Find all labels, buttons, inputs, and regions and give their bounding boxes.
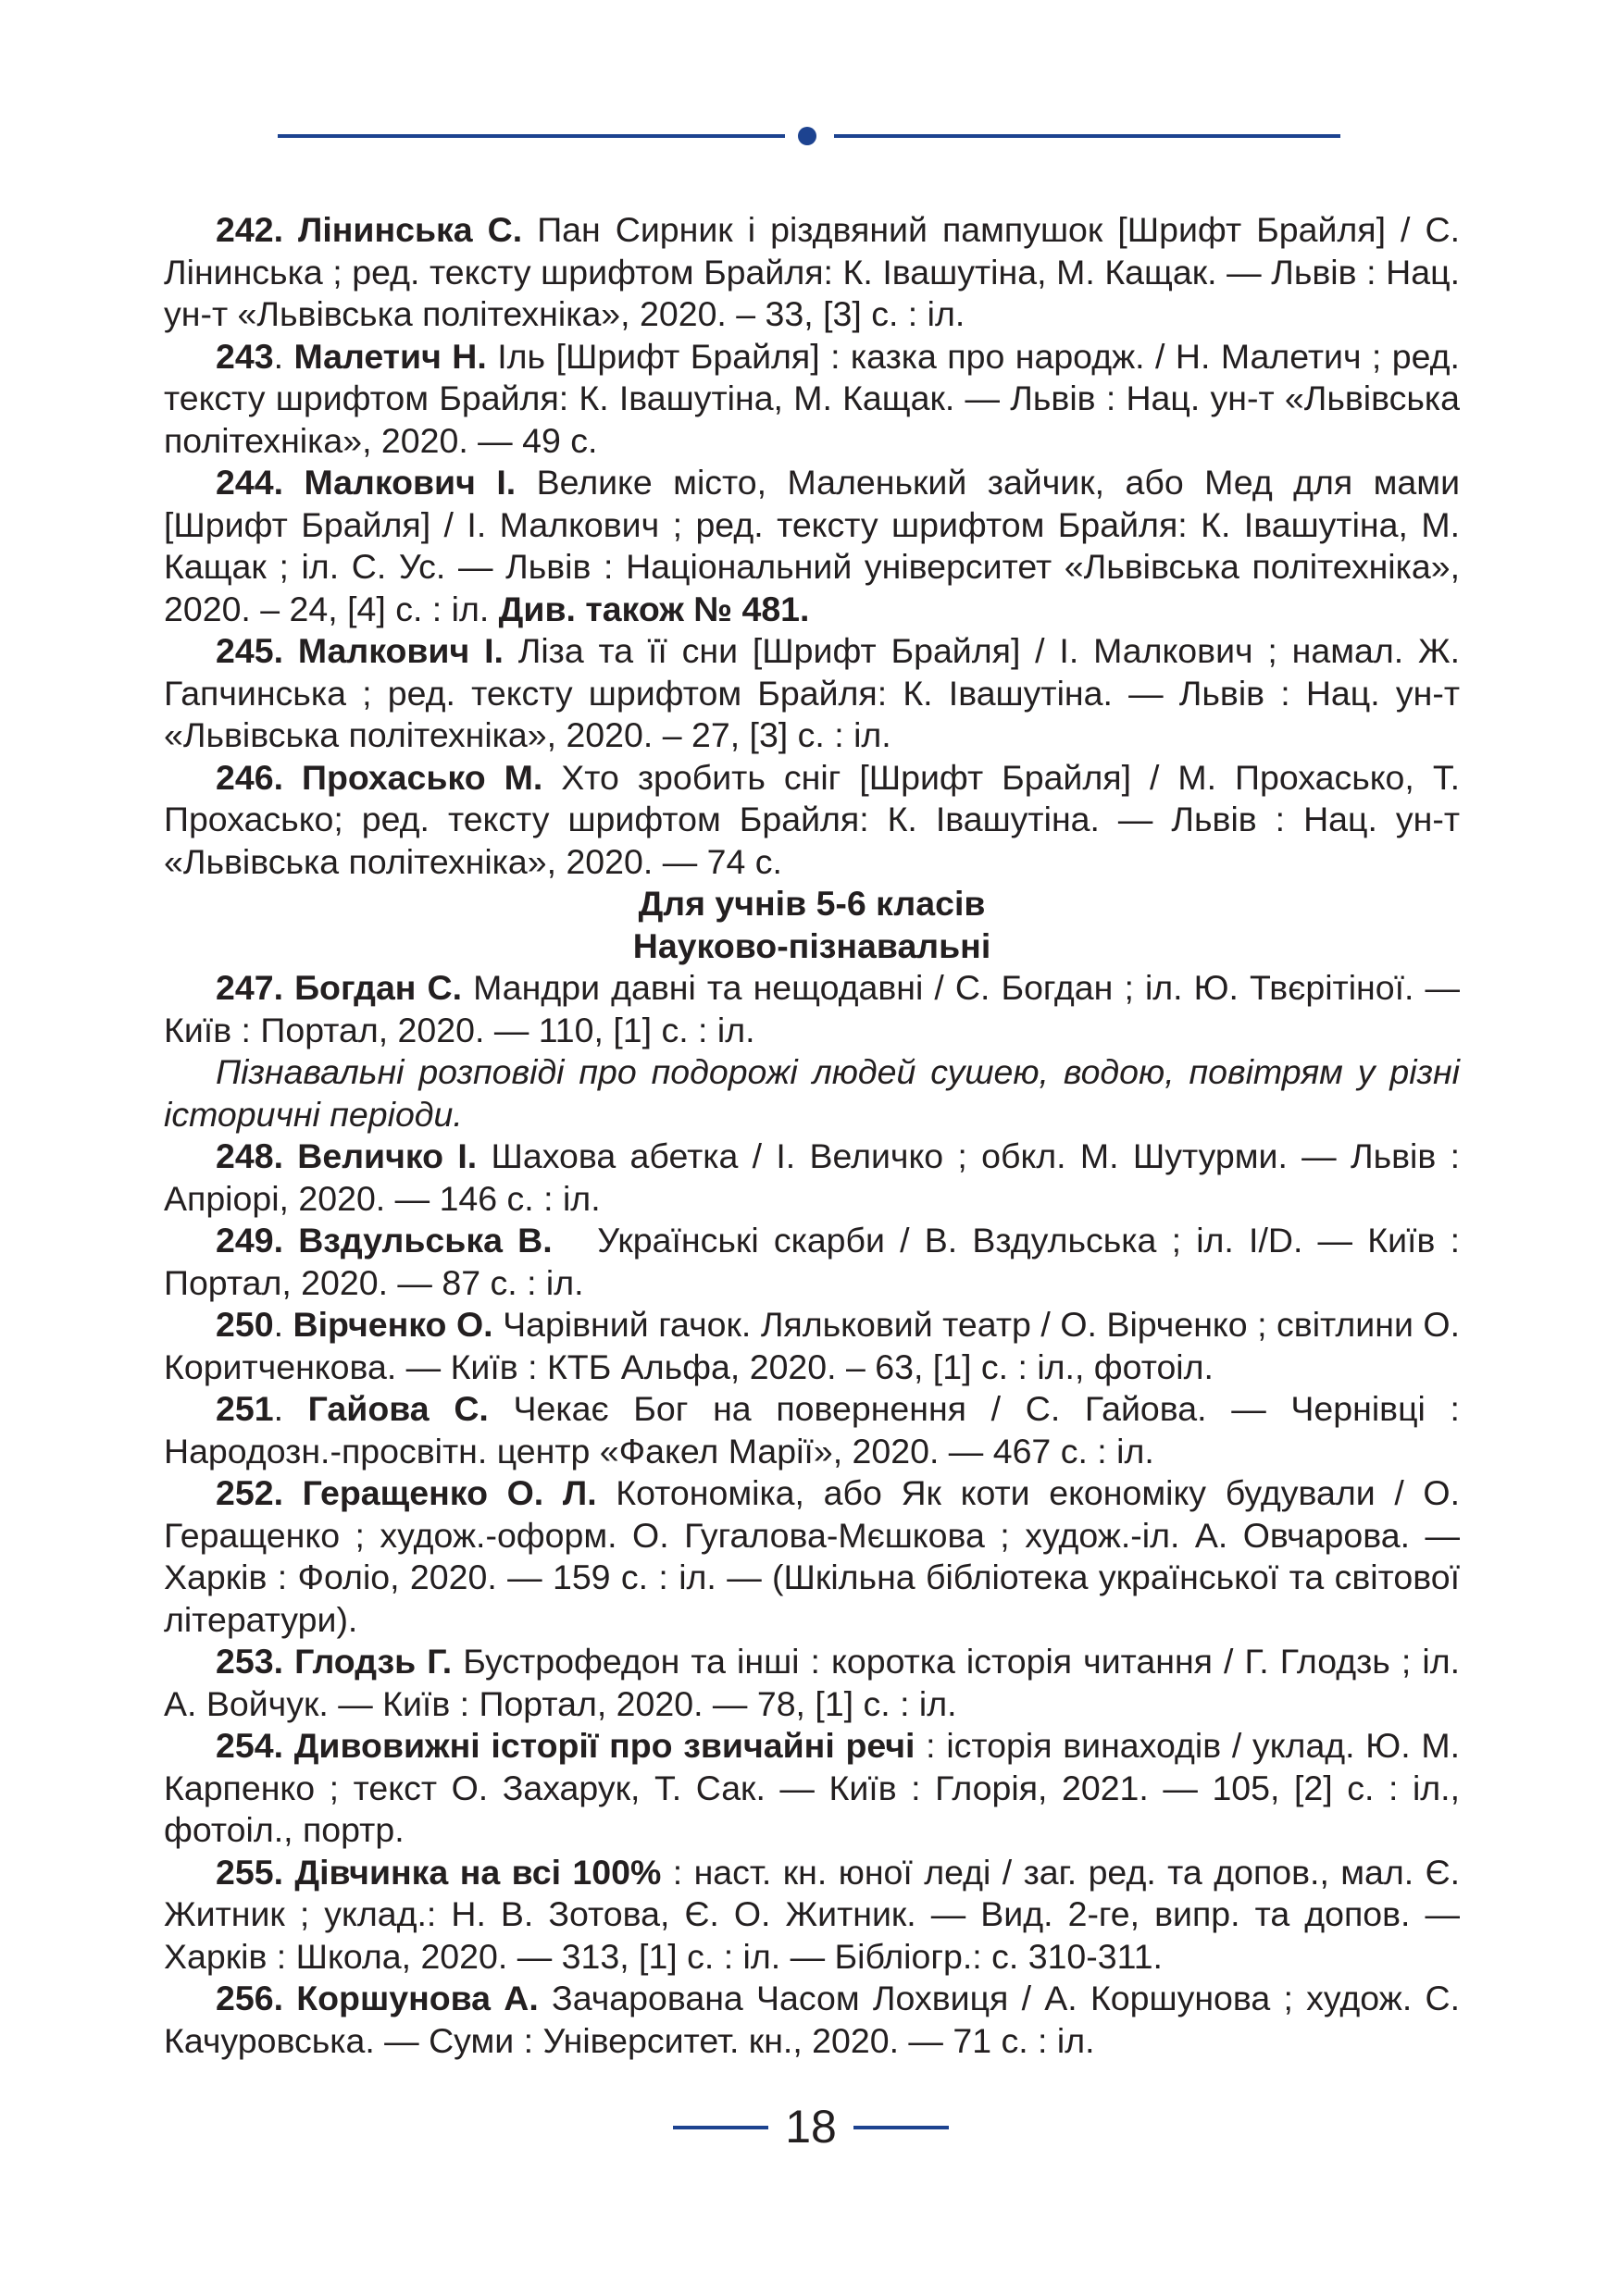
- entry-number: 243: [216, 336, 274, 376]
- entry-text: Бустрофедон та інші : коротка історія читання / Г. Глодзь ; іл. А. Войчук. — Київ : Портал, 2020. — 78, [1] с. : іл.: [164, 1642, 1460, 1723]
- entry-252: [164, 1472, 1460, 1641]
- entry-250: 250. Вірченко О. Чарівний гачок. Ляльковий театр / О. Вірченко ; світлини О. Коритченкова. — Київ : КТБ Альфа, 2020. – 63, [1] с. : іл., фотоіл.: [164, 1305, 1461, 1386]
- entry-number: 244.: [216, 463, 283, 502]
- entry-number: 250: [216, 1305, 274, 1344]
- entry-author: Прохасько М.: [301, 757, 543, 797]
- entry-text: : наст. кн. юної леді / заг. ред. та допов., мал. Є. Житник ; уклад.: Н. В. Зотова, Є. О. Житник. — Вид. 2-ге, випр. та допов. — Харків : Школа, 2020. — 313, [1] с. : іл. — Бібліогр.: с. 310-311.: [164, 1852, 1460, 1976]
- entry-number: 249.: [216, 1221, 283, 1260]
- entry-244: [164, 462, 1460, 630]
- entry-number: 246.: [216, 757, 283, 797]
- entry-author: Богдан С.: [294, 968, 463, 1007]
- entry-author: Глодзь Г.: [294, 1642, 453, 1681]
- entry-text: Велике місто, Маленький зайчик, або Мед для мами [Шрифт Брайля] / І. Малкович ; ред. тексту шрифтом Брайля: К. Івашутіна, М. Кащак ; іл. С. Ус. — Львів : Національний університет «Львівська політехніка», 2020. – 24, [4] с. : іл.: [164, 463, 1461, 628]
- entry-245: [164, 630, 1460, 757]
- entry-author: Вздульська В.: [298, 1221, 553, 1260]
- entry-247: [164, 967, 1460, 1051]
- entry-author: Малкович І.: [304, 463, 517, 502]
- entry-text: Ліза та її сни [Шрифт Брайля] / І. Малкович ; намал. Ж. Гапчинська ; ред. тексту шрифтом Брайля: К. Івашутіна. — Львів : Нац. ун-т «Львівська політехніка», 2020. – 27, [3] с. : іл.: [164, 631, 1461, 754]
- footer-rule-left: [673, 2126, 768, 2129]
- bibliography-list: [164, 209, 1470, 2062]
- entry-246: [164, 757, 1460, 884]
- entry-number: 248.: [216, 1136, 283, 1175]
- entry-author: Малкович І.: [297, 631, 504, 670]
- page-number: 18: [785, 2101, 837, 2153]
- entry-251: 251. Гайова С. Чекає Бог на повернення / С. Гайова. — Чернівці : Народозн.-просвітн. центр «Факел Марії», 2020. — 467 с. : іл.: [164, 1389, 1460, 1471]
- entry-number: 256.: [216, 1979, 283, 2017]
- entry-243: 243. Малетич Н. Іль [Шрифт Брайля] : казка про народж. / Н. Малетич ; ред. тексту шрифтом Брайля: К. Івашутіна, М. Кащак. — Львів : Нац. ун-т «Львівська політехніка», 2020. — 49 с.: [164, 336, 1460, 460]
- header-dot: [798, 127, 816, 145]
- entry-annotation: Пізнавальні розповіді про подорожі людей сушею, водою, повітрям у різні історичні періоди.: [164, 1052, 1460, 1134]
- entry-249: [164, 1220, 1470, 1304]
- entry-number: 252.: [216, 1473, 283, 1512]
- section-heading: Для учнів 5-6 класів: [638, 884, 986, 923]
- entry-253: [164, 1641, 1460, 1725]
- header-ornament: [278, 127, 1340, 145]
- entry-author: Вірченко О.: [293, 1305, 493, 1344]
- entry-text: Мандри давні та нещодавні / С. Богдан ; іл. Ю. Твєрітіної. — Київ : Портал, 2020. — 110, [1] с. : іл.: [164, 968, 1461, 1049]
- entry-text: Пан Сирник і різдвяний пампушок [Шрифт Брайля] / С. Лінинська ; ред. тексту шрифтом Брайля: К. Івашутіна, М. Кащак. — Львів : Нац. ун-т «Львівська політехніка», 2020. – 33, [3] с. : іл.: [164, 210, 1460, 333]
- entry-text: Шахова абетка / І. Величко ; обкл. М. Шутурми. — Львів : Апріорі, 2020. — 146 с. : іл.: [164, 1136, 1461, 1218]
- entry-text: Чекає Бог на повернення / С. Гайова. — Чернівці : Народозн.-просвітн. центр «Факел Марії», 2020. — 467 с. : іл.: [164, 1389, 1460, 1471]
- entry-number: 245.: [216, 631, 283, 670]
- entry-number: 247.: [216, 968, 283, 1007]
- footer-rule-right: [853, 2126, 949, 2129]
- entry-author: Гайова С.: [307, 1389, 489, 1428]
- entry-author: Геращенко О. Л.: [302, 1473, 597, 1512]
- entry-title: Дивовижні історії про звичайні речі: [293, 1726, 915, 1765]
- see-also-reference: Див. також № 481.: [498, 589, 810, 628]
- entry-254: [164, 1725, 1460, 1852]
- entry-256: [164, 1978, 1460, 2062]
- entry-text: Українські скарби / В. Вздульська ; іл. I/D. — Київ : Портал, 2020. — 87 с. : іл.: [164, 1221, 1470, 1302]
- entry-title: Дівчинка на всі 100%: [294, 1852, 662, 1892]
- section-subheading: Науково-пізнавальні: [632, 925, 991, 965]
- page-footer: [0, 2101, 1619, 2156]
- entry-number: 253.: [216, 1642, 283, 1681]
- entry-author: Лінинська С.: [298, 210, 523, 249]
- entry-text: Котономіка, або Як коти економіку будували / О. Геращенко ; худож.-оформ. О. Гугалова-Мєшкова ; худож.-іл. А. Овчарова. — Харків : Фоліо, 2020. — 159 с. : іл. — (Шкільна бібліотека української та світової літератури).: [164, 1473, 1461, 1639]
- entry-255: [164, 1852, 1460, 1979]
- entry-number: 242.: [216, 210, 283, 249]
- entry-number: 254.: [216, 1726, 283, 1765]
- entry-text: : історія винаходів / уклад. Ю. М. Карпенко ; текст О. Захарук, Т. Сак. — Київ : Глорія, 2021. — 105, [2] с. : іл., фотоіл., портр.: [164, 1726, 1460, 1849]
- entry-248: [164, 1136, 1460, 1220]
- entry-text: Зачарована Часом Лохвиця / А. Коршунова ; худож. С. Качуровська. — Суми : Університет. кн., 2020. — 71 с. : іл.: [164, 1979, 1460, 2060]
- entry-text: Хто зробить сніг [Шрифт Брайля] / М. Прохасько, Т. Прохасько; ред. тексту шрифтом Брайля: К. Івашутіна. — Львів : Нац. ун-т «Львівська політехніка», 2020. — 74 с.: [164, 757, 1460, 881]
- entry-text: Чарівний гачок. Ляльковий театр / О. Вірченко ; світлини О. Коритченкова. — Київ : КТБ Альфа, 2020. – 63, [1] с. : іл., фотоіл.: [164, 1305, 1461, 1386]
- entry-author: Величко І.: [297, 1136, 478, 1175]
- entry-author: Коршунова А.: [296, 1979, 539, 2017]
- header-rule-right: [834, 134, 1340, 138]
- entry-author: Малетич Н.: [293, 336, 487, 376]
- entry-text: Іль [Шрифт Брайля] : казка про народж. / Н. Малетич ; ред. тексту шрифтом Брайля: К. Івашутіна, М. Кащак. — Львів : Нац. ун-т «Львівська політехніка», 2020. — 49 с.: [164, 336, 1460, 460]
- entry-number: 255.: [216, 1852, 283, 1892]
- header-rule-left: [278, 134, 785, 138]
- entry-number: 251: [216, 1389, 274, 1428]
- entry-242: [164, 209, 1460, 336]
